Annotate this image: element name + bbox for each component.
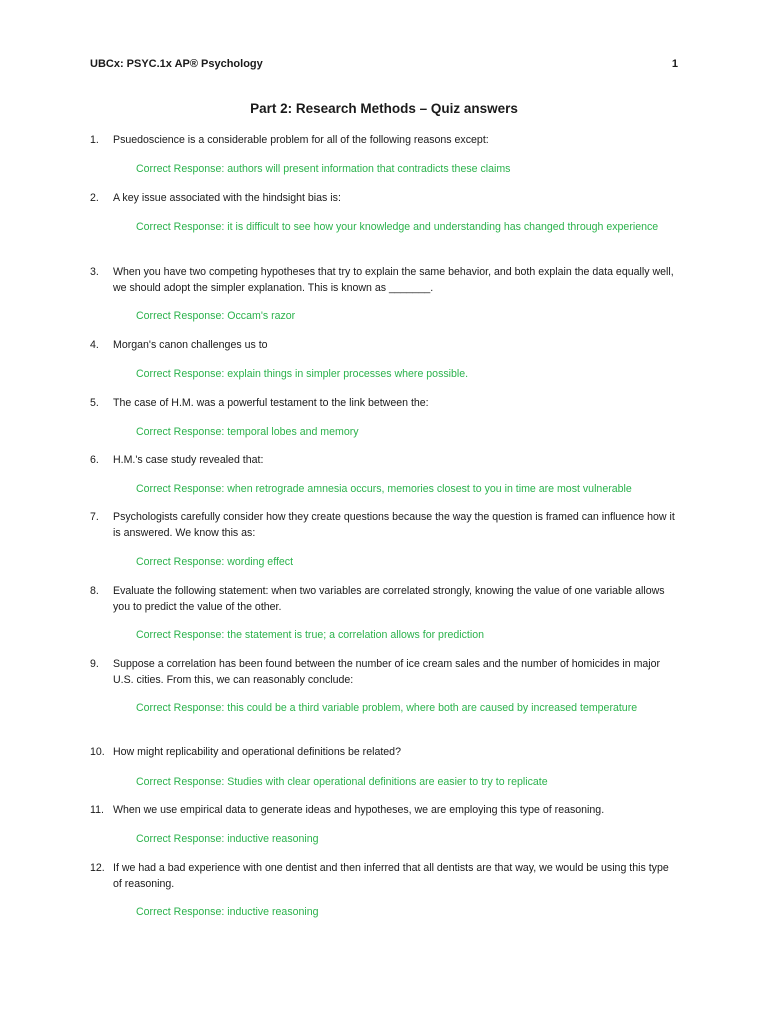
question-number: 5. [90, 397, 99, 409]
correct-response: Correct Response: temporal lobes and memory [136, 426, 359, 438]
question-text: When you have two competing hypotheses that try to explain the same behavior, and both explain the data equally well, we should adopt the simpler explanation. This is known as _______. [113, 266, 674, 294]
correct-response: Correct Response: inductive reasoning [136, 833, 319, 845]
question-text: Morgan's canon challenges us to [113, 339, 268, 351]
question-text: When we use empirical data to generate ideas and hypotheses, we are employing this type of reasoning. [113, 804, 605, 816]
question-number: 9. [90, 658, 99, 670]
question-number: 10. [90, 746, 105, 758]
question-number: 12. [90, 862, 105, 874]
question-text: The case of H.M. was a powerful testament to the link between the: [113, 397, 429, 409]
question-text: If we had a bad experience with one dentist and then inferred that all dentists are that way, we would be using this type of reasoning. [113, 862, 669, 890]
correct-response: Correct Response: authors will present information that contradicts these claims [136, 163, 511, 175]
question-number: 1. [90, 134, 99, 146]
question-text: H.M.'s case study revealed that: [113, 454, 264, 466]
correct-response: Correct Response: this could be a third variable problem, where both are caused by increased temperature [136, 702, 638, 714]
correct-response: Correct Response: Studies with clear operational definitions are easier to try to replicate [136, 776, 548, 788]
correct-response: Correct Response: inductive reasoning [136, 906, 319, 918]
question-text: Psychologists carefully consider how they create questions because the way the question is framed can influence how it is answered. We know this as: [113, 511, 675, 539]
question-text: Psuedoscience is a considerable problem for all of the following reasons except: [113, 134, 489, 146]
question-text: How might replicability and operational definitions be related? [113, 746, 401, 758]
question-number: 4. [90, 339, 99, 351]
course-title: UBCx: PSYC.1x AP® Psychology [90, 58, 263, 70]
correct-response: Correct Response: it is difficult to see how your knowledge and understanding has changed through experience [136, 221, 659, 233]
question-text: A key issue associated with the hindsight bias is: [113, 192, 341, 204]
question-text: Suppose a correlation has been found between the number of ice cream sales and the number of homicides in major U.S. cities. From this, we can reasonably conclude: [113, 658, 661, 686]
question-number: 2. [90, 192, 99, 204]
question-number: 7. [90, 511, 99, 523]
question-number: 11. [90, 804, 104, 816]
correct-response: Correct Response: explain things in simpler processes where possible. [136, 368, 469, 380]
correct-response: Correct Response: when retrograde amnesia occurs, memories closest to you in time are most vulnerable [136, 483, 632, 495]
document-title: Part 2: Research Methods – Quiz answers [250, 101, 518, 116]
page-header [90, 58, 678, 74]
page-number: 1 [671, 58, 678, 70]
question-number: 3. [90, 266, 99, 278]
question-text: Evaluate the following statement: when two variables are correlated strongly, knowing the value of one variable allows you to predict the value of the other. [113, 585, 665, 613]
question-number: 8. [90, 585, 99, 597]
correct-response: Correct Response: wording effect [136, 556, 294, 568]
correct-response: Correct Response: the statement is true; a correlation allows for prediction [136, 629, 484, 641]
question-number: 6. [90, 454, 99, 466]
correct-response: Correct Response: Occam's razor [136, 310, 296, 322]
